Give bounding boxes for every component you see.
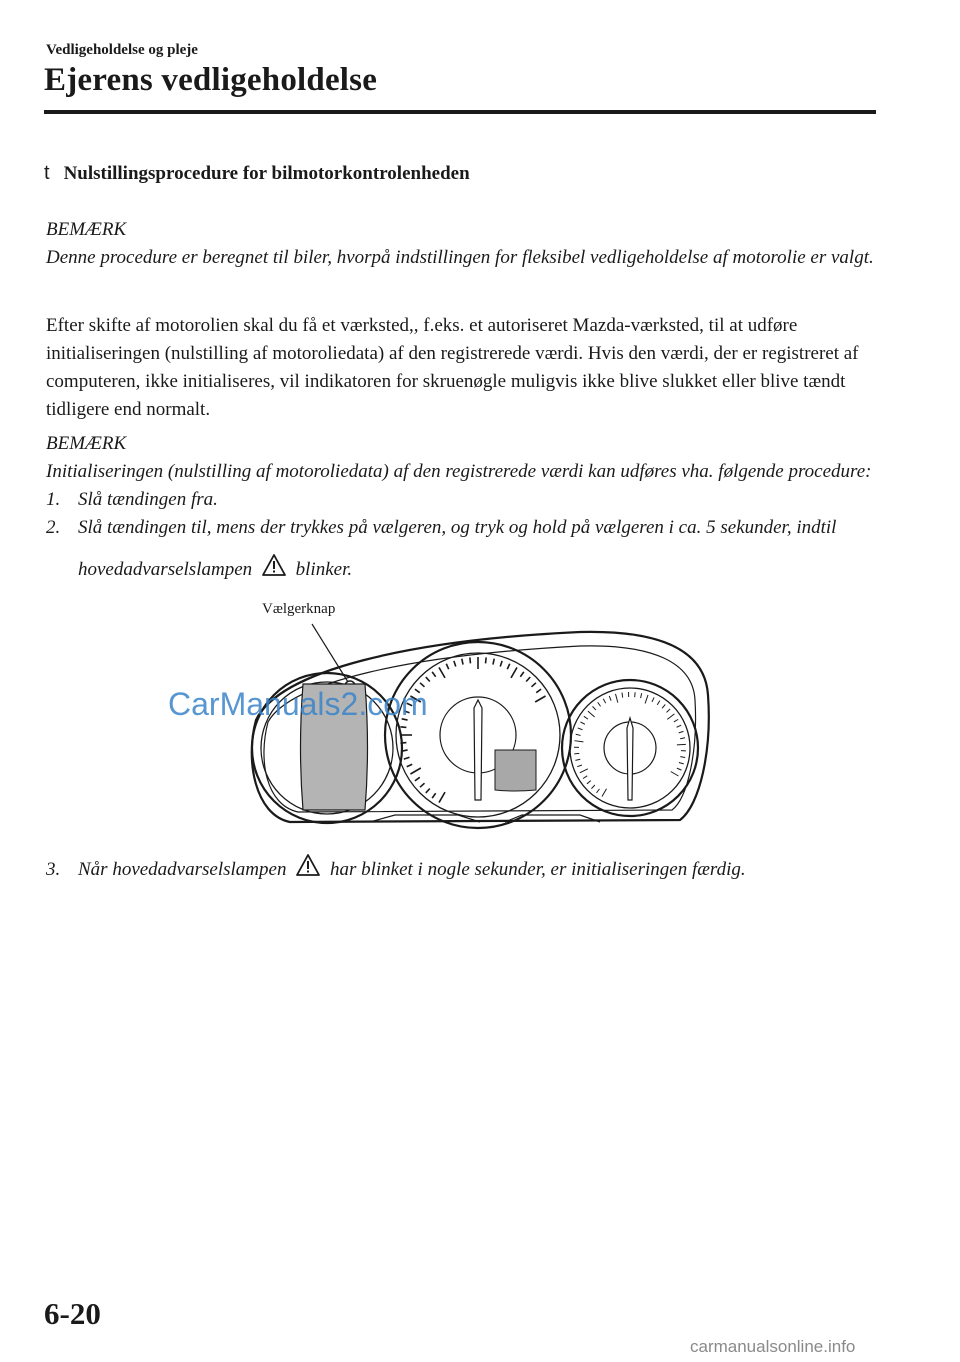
dial-tick <box>667 709 671 712</box>
dial-tick <box>593 706 596 710</box>
dial-tick <box>507 664 509 669</box>
dial-tick <box>609 696 611 701</box>
step-text: Slå tændingen fra. <box>78 489 218 510</box>
dial-tick <box>580 722 584 724</box>
dial-tick <box>583 776 587 779</box>
section-bullet-icon: t <box>44 162 50 184</box>
dial-tick <box>662 704 665 708</box>
dial-tick <box>641 693 642 698</box>
section-title: Nulstillingsprocedure for bilmotorkontrolenheden <box>63 163 470 184</box>
warning-triangle-icon <box>295 853 321 877</box>
breadcrumb: Vedligeholdelse og pleje <box>46 42 198 58</box>
dial-tick <box>432 793 436 798</box>
dial-tick <box>446 664 448 669</box>
dial-tick <box>588 711 595 717</box>
dial-tick <box>679 762 684 763</box>
dial-tick <box>415 777 420 781</box>
dial-tick <box>652 697 654 702</box>
dial-tick <box>622 693 623 698</box>
dial-tick <box>432 672 436 677</box>
dial-tick <box>575 759 580 760</box>
dial-tick <box>426 677 430 681</box>
dial-tick <box>602 789 607 797</box>
title-divider <box>44 110 876 114</box>
dial-tick <box>671 772 679 777</box>
dial-tick <box>584 716 588 719</box>
dial-tick <box>486 657 487 663</box>
footer-watermark: carmanualsonline.info <box>690 1337 856 1356</box>
dial-tick <box>587 781 591 784</box>
dial-tick <box>576 734 581 735</box>
dial-tick <box>674 719 678 722</box>
dial-tick <box>520 672 524 677</box>
dial-tick <box>680 738 685 739</box>
list-item <box>46 514 876 591</box>
step-number: 3. <box>46 859 61 880</box>
note-block-2 <box>46 430 876 591</box>
dial-tick <box>400 743 406 744</box>
watermark-text: CarManuals2.com <box>168 686 428 722</box>
dial-tick <box>493 659 494 665</box>
dial-tick <box>470 657 471 663</box>
dial-tick <box>679 731 684 732</box>
dial-tick <box>535 696 545 702</box>
list-item <box>46 850 876 890</box>
step-text-end: blinker. <box>295 559 353 580</box>
dial-tick <box>677 768 682 770</box>
note-block-1 <box>46 216 876 272</box>
note-label: BEMÆRK <box>46 433 127 454</box>
page-title: Ejerens vedligeholdelse <box>44 62 378 98</box>
dial-tick <box>400 727 406 728</box>
dial-tick <box>580 769 588 773</box>
dial-tick <box>420 783 424 787</box>
step-number: 1. <box>46 489 61 510</box>
dial-tick <box>574 753 579 754</box>
dial-tick <box>596 789 599 793</box>
dial-tick <box>657 701 660 705</box>
dial-tick <box>439 792 445 802</box>
dial-tick <box>574 741 583 742</box>
dial-tick <box>616 694 618 703</box>
dial-tick <box>454 661 456 667</box>
dial-tick <box>680 757 685 758</box>
dial-tick <box>462 659 463 665</box>
body-paragraph: Efter skifte af motorolien skal du få et værksted,, f.eks. et autoriseret Mazda-værksted, til at udføre initialiseringen (nulstilling af motoroliedata) af den registrerede værdi. Hvis den værdi, der er registreret af computeren, ikke initialiseres, vil indikatoren for skruenøgle muligvis ikke blive slukket eller blive tændt tidligere end normalt. <box>46 315 859 420</box>
dial-tick <box>598 702 601 706</box>
dial-tick <box>439 667 445 677</box>
step-text-end: har blinket i nogle sekunder, er initialiseringen færdig. <box>329 859 746 880</box>
note-label: BEMÆRK <box>46 219 127 240</box>
callout-label: Vælgerknap <box>262 601 336 617</box>
dial-tick <box>536 689 541 693</box>
dial-tick <box>526 677 530 681</box>
section-heading <box>44 162 470 185</box>
dial-tick <box>511 667 517 677</box>
dial-tick <box>532 683 536 687</box>
step-text: Slå tændingen til, mens der trykkes på vælgeren, og tryk og hold på vælgeren i ca. 5 sekunder, indtil hovedadvarselslampen <box>78 517 837 580</box>
dial-tick <box>677 725 682 727</box>
dial-tick <box>407 764 412 766</box>
dial-tick <box>578 728 583 730</box>
dial-tick <box>410 768 420 774</box>
dial-tick <box>577 765 582 767</box>
dial-tick <box>677 744 686 745</box>
note-text: Denne procedure er beregnet til biler, hvorpå indstillingen for fleksibel vedligeholdelse af motorolie er valgt. <box>46 247 874 268</box>
warning-triangle-icon <box>261 553 287 577</box>
dial-tick <box>426 789 430 793</box>
dial-tick <box>404 757 410 759</box>
dial-tick <box>667 714 674 719</box>
note-text: Initialiseringen (nulstilling af motoroliedata) af den registrerede værdi kan udføres vha. følgende procedure: <box>46 461 872 482</box>
dial-tick <box>645 695 648 704</box>
step-text: Når hovedadvarselslampen <box>78 859 287 880</box>
dial-tick <box>603 699 605 703</box>
step-number: 2. <box>46 517 61 538</box>
dial-tick <box>500 661 502 667</box>
page-number: 6-20 <box>44 1296 101 1331</box>
dial-tick <box>591 785 594 789</box>
